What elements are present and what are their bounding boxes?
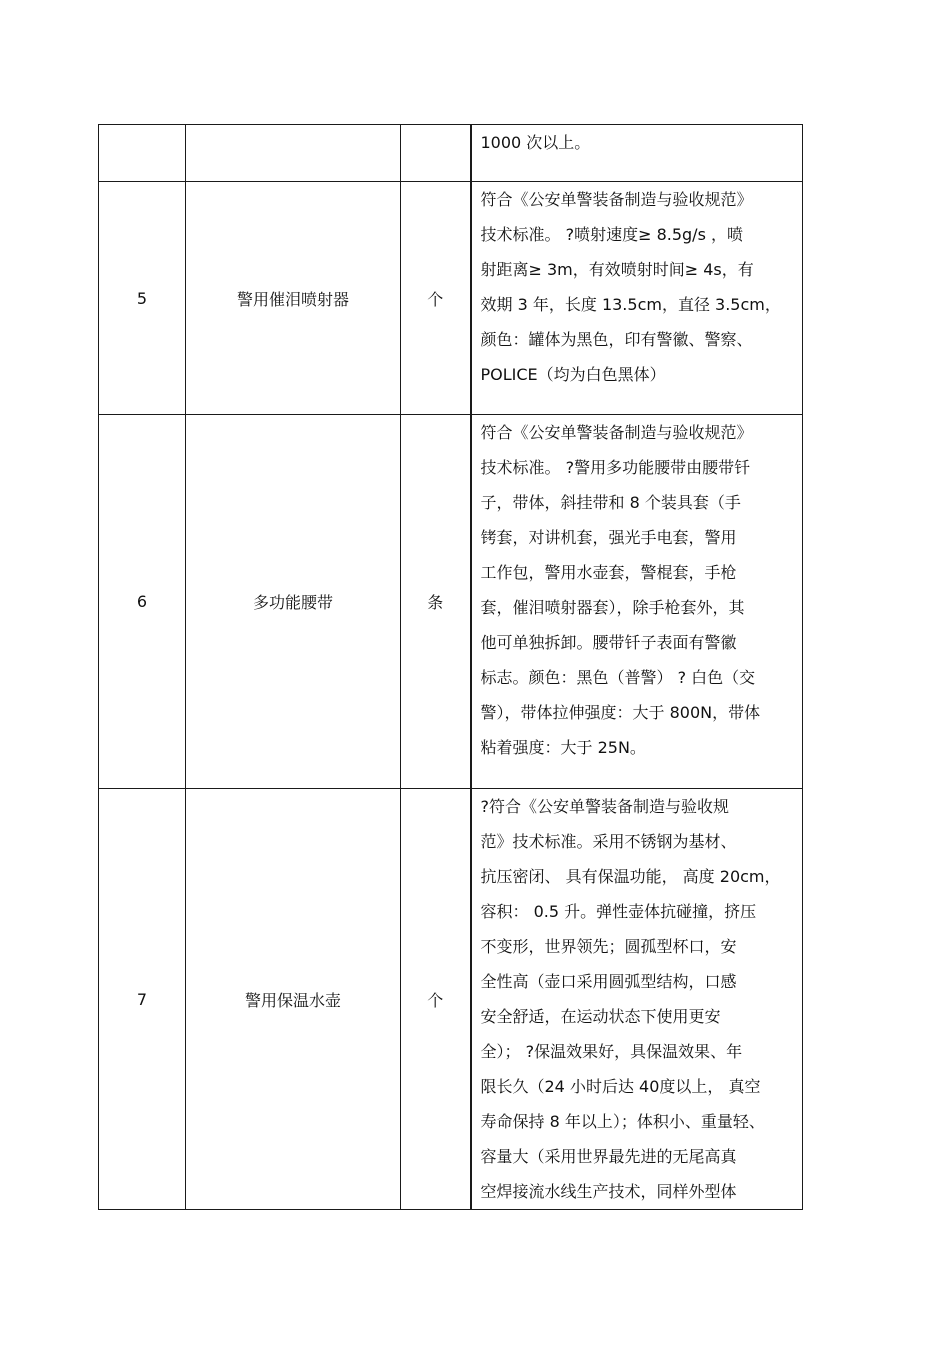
spec-line: 容积： 0.5 升。弹性壶体抗碰撞，挤压 <box>480 902 757 921</box>
table-row <box>99 125 803 182</box>
spec-line: 空焊接流水线生产技术，同样外型体 <box>480 1182 737 1201</box>
item-name-cell: 警用催泪喷射器 <box>186 182 401 415</box>
spec-line: ?符合《公安单警装备制造与验收规 <box>480 797 729 816</box>
table-row <box>99 415 803 789</box>
spec-line: 警），带体拉伸强度：大于 800N，带体 <box>480 703 761 722</box>
spec-line: 符合《公安单警装备制造与验收规范》 <box>480 423 753 442</box>
item-name-cell <box>186 125 401 182</box>
spec-line: 工作包，警用水壶套，警棍套，手枪 <box>480 563 737 582</box>
spec-line: 套，催泪喷射器套），除手枪套外，其 <box>480 598 745 617</box>
item-spec-cell <box>471 789 803 1210</box>
spec-line: 限长久（24 小时后达 40度以上， 真空 <box>480 1077 761 1096</box>
item-unit-cell: 条 <box>401 415 471 789</box>
spec-line: 寿命保持 8 年以上）；体积小、重量轻、 <box>480 1112 765 1131</box>
equipment-spec-table <box>98 124 803 1210</box>
spec-line: 效期 3 年，长度 13.5cm，直径 3.5cm， <box>480 295 781 314</box>
spec-line: 抗压密闭、 具有保温功能， 高度 20cm， <box>480 867 781 886</box>
spec-line: 粘着强度：大于 25N。 <box>480 738 646 757</box>
spec-line: 不变形，世界领先；圆孤型杯口，安 <box>480 937 737 956</box>
item-unit-cell: 个 <box>401 789 471 1210</box>
item-number-cell: 7 <box>99 789 186 1210</box>
item-number-cell: 6 <box>99 415 186 789</box>
item-unit-cell: 个 <box>401 182 471 415</box>
spec-line: 技术标准。 ?喷射速度≥ 8.5g/s ，喷 <box>480 225 743 244</box>
spec-line: 1000 次以上。 <box>480 133 591 152</box>
item-name-cell: 多功能腰带 <box>186 415 401 789</box>
spec-line: 铐套，对讲机套，强光手电套，警用 <box>480 528 737 547</box>
item-name-cell: 警用保温水壶 <box>186 789 401 1210</box>
spec-line: 标志。颜色：黑色（普警） ? 白色（交 <box>480 668 756 687</box>
item-number-cell <box>99 125 186 182</box>
spec-line: 符合《公安单警装备制造与验收规范》 <box>480 190 753 209</box>
item-spec-cell <box>471 415 803 789</box>
item-spec-cell <box>471 182 803 415</box>
spec-line: 容量大（采用世界最先进的无尾高真 <box>480 1147 737 1166</box>
spec-line: 全）； ?保温效果好，具保温效果、年 <box>480 1042 743 1061</box>
spec-line: 颜色：罐体为黑色，印有警徽、警察、 <box>480 330 753 349</box>
spec-line: 子，带体，斜挂带和 8 个装具套（手 <box>480 493 741 512</box>
spec-line: 范》技术标准。采用不锈钢为基材、 <box>480 832 737 851</box>
spec-line: POLICE（均为白色黑体） <box>480 365 666 384</box>
spec-line: 安全舒适，在运动状态下使用更安 <box>480 1007 721 1026</box>
spec-line: 全性高（壶口采用圆弧型结构，口感 <box>480 972 737 991</box>
item-spec-cell <box>471 125 803 182</box>
item-number-cell: 5 <box>99 182 186 415</box>
table-row <box>99 789 803 1210</box>
spec-line: 射距离≥ 3m，有效喷射时间≥ 4s，有 <box>480 260 754 279</box>
table-row <box>99 182 803 415</box>
spec-line: 他可单独拆卸。腰带钎子表面有警徽 <box>480 633 737 652</box>
item-unit-cell <box>401 125 471 182</box>
spec-line: 技术标准。 ?警用多功能腰带由腰带钎 <box>480 458 751 477</box>
